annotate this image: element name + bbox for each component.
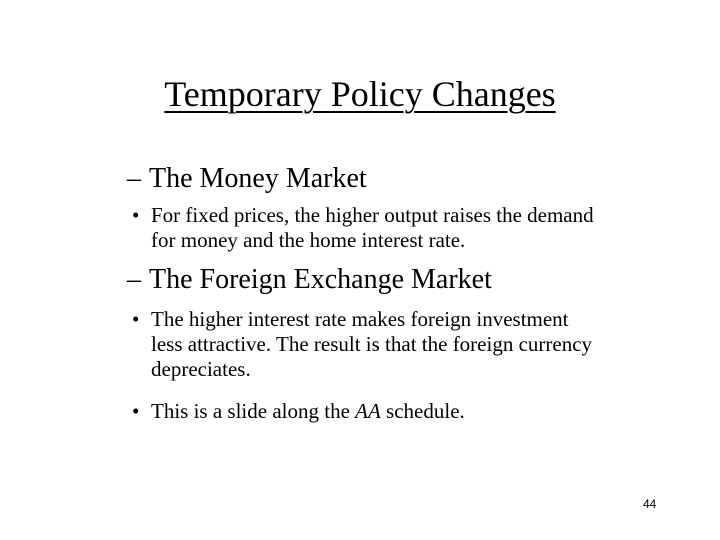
bullet-text: The higher interest rate makes foreign investment less attractive. The result is that the foreign currency depreciates. bbox=[151, 307, 593, 381]
bullet-text-part: This is a slide along the bbox=[151, 399, 356, 423]
bullet-marker: • bbox=[132, 203, 140, 227]
slide-title: Temporary Policy Changes bbox=[164, 74, 556, 114]
bullet-text-italic: AA bbox=[355, 399, 381, 423]
bullet-marker: • bbox=[132, 399, 140, 423]
page-number: 44 bbox=[643, 497, 657, 511]
bullet-text-part: schedule. bbox=[380, 399, 465, 423]
section-heading-text: The Foreign Exchange Market bbox=[149, 264, 492, 295]
dash-marker: – bbox=[127, 163, 141, 194]
bullet-marker: • bbox=[132, 307, 140, 331]
section-heading-money-market bbox=[127, 163, 367, 195]
bullet-item bbox=[132, 203, 672, 253]
section-heading-text: The Money Market bbox=[149, 163, 367, 194]
dash-marker: – bbox=[127, 264, 141, 295]
bullet-item bbox=[132, 399, 672, 424]
bullet-text: For fixed prices, the higher output raises the demand for money and the home interest rate. bbox=[151, 203, 594, 252]
bullet-item bbox=[132, 307, 672, 382]
bullet-text bbox=[132, 399, 672, 424]
section-heading-foreign-exchange-market bbox=[127, 264, 492, 296]
